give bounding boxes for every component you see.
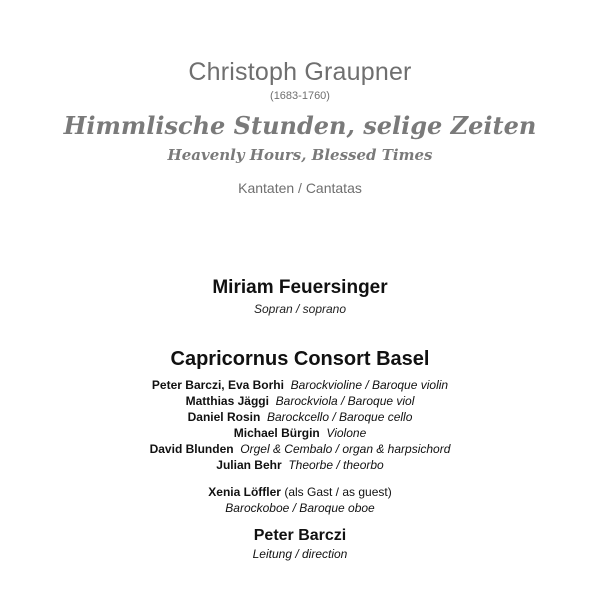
member-role: Barockviola / Baroque viol	[275, 394, 415, 408]
member-name: Daniel Rosin	[187, 410, 261, 424]
member-role: Violone	[326, 426, 367, 440]
member-name: David Blunden	[149, 442, 234, 456]
ensemble-member	[0, 458, 600, 472]
ensemble-member	[0, 426, 600, 440]
ensemble-member	[0, 442, 600, 456]
album-subtitle: Kantaten / Cantatas	[238, 180, 362, 196]
director-name: Peter Barczi	[253, 527, 347, 544]
member-name: Matthias Jäggi	[185, 394, 269, 408]
ensemble-member	[0, 410, 600, 424]
member-role: Barockcello / Baroque cello	[266, 410, 413, 424]
ensemble-member	[0, 378, 600, 392]
guest-note: (als Gast / as guest)	[284, 485, 392, 499]
member-role: Theorbe / theorbo	[288, 458, 384, 472]
ensemble-name: Capricornus Consort Basel	[170, 348, 430, 370]
member-name: Michael Bürgin	[233, 426, 320, 440]
composer-dates: (1683-1760)	[270, 90, 330, 102]
member-role: Barockvioline / Baroque violin	[290, 378, 449, 392]
album-title-german: Himmlische Stunden, selige Zeiten	[63, 111, 537, 140]
soloist-name: Miriam Feuersinger	[212, 277, 388, 298]
director-role: Leitung / direction	[252, 547, 348, 561]
member-name: Peter Barczi, Eva Borhi	[151, 378, 284, 392]
guest-musician	[0, 485, 600, 499]
album-title-english: Heavenly Hours, Blessed Times	[167, 146, 433, 164]
guest-role: Barockoboe / Baroque oboe	[225, 501, 375, 515]
guest-name: Xenia Löffler	[208, 485, 281, 499]
composer-name: Christoph Graupner	[188, 58, 412, 86]
member-name: Julian Behr	[216, 458, 282, 472]
ensemble-member	[0, 394, 600, 408]
soloist-role: Sopran / soprano	[253, 302, 347, 316]
member-role: Orgel & Cembalo / organ & harpsichord	[240, 442, 451, 456]
